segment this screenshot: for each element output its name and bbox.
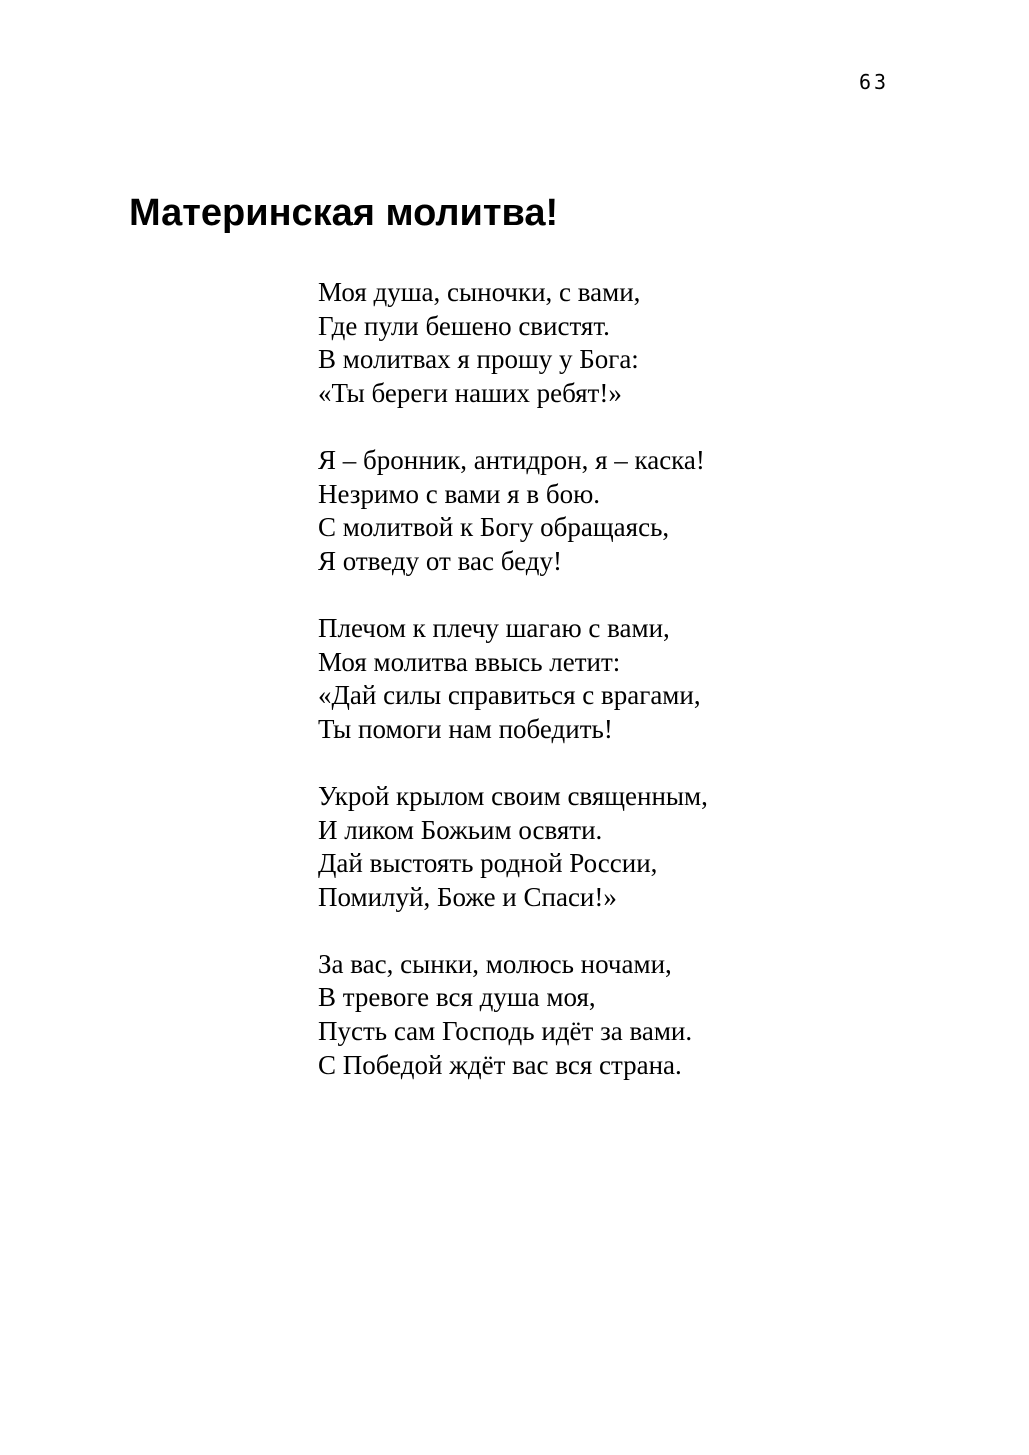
poem-line: Дай выстоять родной России, bbox=[318, 848, 658, 879]
poem-line: С молитвой к Богу обращаясь, bbox=[318, 512, 670, 543]
poem-line: И ликом Божьим освяти. bbox=[318, 814, 603, 845]
stanza-4 bbox=[318, 780, 958, 914]
poem-body bbox=[318, 276, 958, 1116]
poem-line: Помилуй, Боже и Спаси!» bbox=[318, 881, 617, 912]
poem-line: Я отведу от вас беду! bbox=[318, 545, 562, 576]
poem-line: «Ты береги наших ребят!» bbox=[318, 377, 622, 408]
stanza-5 bbox=[318, 948, 958, 1082]
stanza-2 bbox=[318, 444, 958, 578]
poem-line: С Победой ждёт вас вся страна. bbox=[318, 1049, 682, 1080]
poem-line: Ты помоги нам победить! bbox=[318, 713, 613, 744]
poem-line: Плечом к плечу шагаю с вами, bbox=[318, 612, 670, 643]
poem-line: Незримо с вами я в бою. bbox=[318, 478, 600, 509]
poem-line: Пусть сам Господь идёт за вами. bbox=[318, 1016, 693, 1047]
poem-line: Моя душа, сыночки, с вами, bbox=[318, 277, 641, 307]
poem-title: Материнская молитва! bbox=[129, 192, 559, 234]
page-number: 63 bbox=[859, 70, 890, 94]
poem-line: Я – бронник, антидрон, я – каска! bbox=[318, 444, 705, 475]
poem-line: В тревоге вся душа моя, bbox=[318, 982, 596, 1013]
stanza-3 bbox=[318, 612, 958, 746]
poem-line: Где пули бешено свистят. bbox=[318, 310, 610, 341]
poem-line: Укрой крылом своим священным, bbox=[318, 780, 708, 811]
poem-line: В молитвах я прошу у Бога: bbox=[318, 344, 639, 375]
poem-line: Моя молитва ввысь летит: bbox=[318, 646, 621, 677]
poem-line: За вас, сынки, молюсь ночами, bbox=[318, 948, 672, 979]
stanza-1 bbox=[318, 276, 958, 410]
poem-line: «Дай силы справиться с врагами, bbox=[318, 680, 701, 711]
